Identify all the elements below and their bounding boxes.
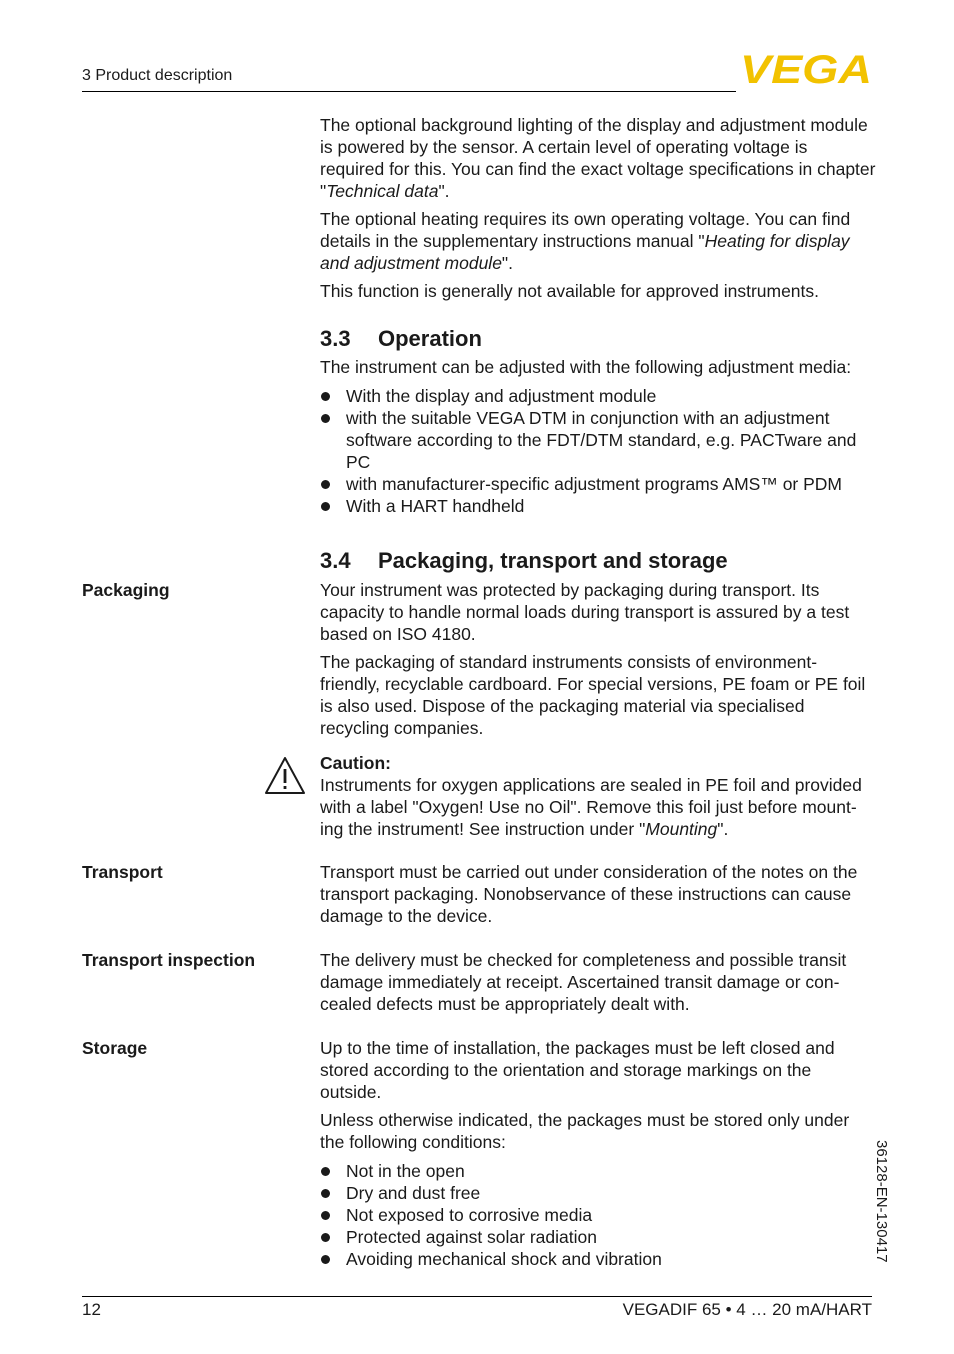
storage-conditions-list [320,1160,876,1270]
page-number: 12 [82,1300,101,1319]
vega-logo [740,49,875,87]
document-id: 36128-EN-130417 [873,1140,890,1263]
list-item: Avoiding mechanical shock and vibration [320,1248,876,1270]
intro-paragraph-1: The optional background lighting of the display and adjustment module is powered by the sensor. A certain level of operating voltage is required for this. You can find the exact voltage specifications in chapter "Technical data". [320,115,876,201]
margin-label-storage: Storage [82,1038,148,1058]
footer-rule [82,1296,872,1297]
transport-inspection-text: The delivery must be checked for completeness and possible transit damage immediately at receipt. Ascertained transit damage or con-cealed defects must be appropriately dealt with. [320,950,847,1014]
packaging-paragraph-1: Your instrument was protected by packaging during transport. Its capacity to handle normal loads during transport is assured by a test based on ISO 4180. [320,580,850,644]
caution-block [320,752,876,840]
storage-paragraph-1: Up to the time of installation, the packages must be left closed and stored according to the orientation and storage markings on the outside. [320,1038,835,1102]
list-item: With a HART handheld [320,495,876,517]
product-name: VEGADIF 65 • 4 … 20 mA/HART [622,1300,872,1319]
intro-block [320,114,876,302]
margin-label-packaging: Packaging [82,580,170,600]
section-heading-3-4: 3.4 Packaging, transport and storage [320,548,728,573]
header-rule [82,91,736,92]
list-item: with the suitable VEGA DTM in conjunction with an adjustment software according to the FDT/DTM standard, e.g. PACTware and PC [320,407,876,473]
section-heading-3-3: 3.3 Operation [320,326,482,351]
list-item: Protected against solar radiation [320,1226,876,1248]
margin-label-transport: Transport [82,862,163,882]
packaging-text [320,579,876,739]
storage-text [320,1037,876,1270]
caution-title: Caution: [320,753,391,773]
section-heading-3-4-wrap [320,548,876,574]
list-item: With the display and adjustment module [320,385,876,407]
margin-label-transport-inspection: Transport inspection [82,950,256,970]
packaging-paragraph-2: The packaging of standard instruments consists of environment-friendly, recyclable cardboard. For special versions, PE foam or PE foil is also used. Dispose of the packaging material via specialised recycling companies. [320,652,866,738]
list-item: with manufacturer-specific adjustment programs AMS™ or PDM [320,473,876,495]
operation-lead: The instrument can be adjusted with the following adjustment media: [320,357,852,377]
warning-triangle-icon [264,756,306,796]
list-item: Dry and dust free [320,1182,876,1204]
list-item: Not exposed to corrosive media [320,1204,876,1226]
intro-paragraph-3: This function is generally not available for approved instruments. [320,281,820,301]
intro-paragraph-2: The optional heating requires its own operating voltage. You can find details in the supplementary instructions manual "Heating for display and adjustment module". [320,209,851,273]
list-item: Not in the open [320,1160,876,1182]
storage-paragraph-2: Unless otherwise indicated, the packages must be stored only under the following conditions: [320,1110,850,1152]
caution-text: Instruments for oxygen applications are sealed in PE foil and provided with a label "Oxygen! Use no Oil". Remove this foil just before mount-ing the instrument! See instruction under "Mounting". [320,775,862,839]
operation-list [320,385,876,517]
section-operation [320,326,876,517]
svg-text:VEGA: VEGA [740,49,872,87]
transport-text: Transport must be carried out under consideration of the notes on the transport packaging. Nonobservance of these instructions can cause damage to the device. [320,862,858,926]
running-header: 3 Product description [82,67,233,84]
